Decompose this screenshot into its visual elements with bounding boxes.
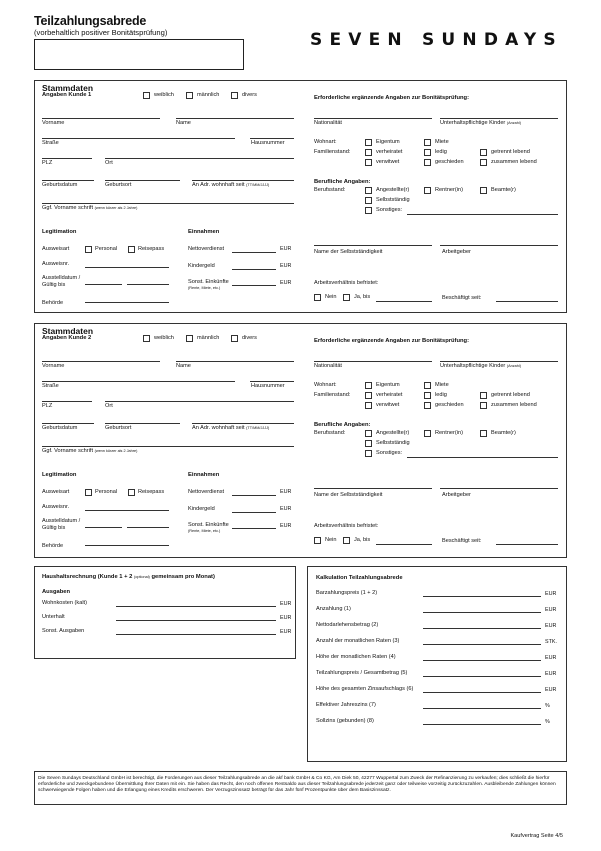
currency-label: EUR [280, 523, 292, 529]
page-title: Teilzahlungsabrede [34, 14, 147, 28]
familienstand-option: zusammen lebend [491, 402, 537, 408]
selbststaendig-checkbox[interactable] [365, 440, 372, 447]
ja-label: Ja, bis [354, 537, 371, 543]
geburtsdatum-field[interactable] [42, 423, 94, 424]
eigentum-label: Eigentum [376, 139, 400, 145]
nein-label: Nein [325, 537, 337, 543]
legitimation-heading: Legitimation [42, 229, 77, 235]
kindergeld-field[interactable] [232, 512, 276, 513]
hausnummer-field[interactable] [250, 138, 294, 139]
sonstiges-checkbox[interactable] [365, 450, 372, 457]
vorname-geaendert-field[interactable] [42, 203, 294, 204]
familienstand-option: verheiratet [376, 149, 403, 155]
gender-checkbox[interactable] [143, 335, 150, 342]
rentner-checkbox[interactable] [424, 187, 431, 194]
sonstiges-field[interactable] [407, 457, 558, 458]
angestellt-checkbox[interactable] [365, 187, 372, 194]
haushalt-row-field[interactable] [116, 606, 276, 607]
familienstand-checkbox[interactable] [480, 149, 487, 156]
miete-checkbox[interactable] [424, 139, 431, 146]
selbststaendig-checkbox[interactable] [365, 197, 372, 204]
ausweisart-label: Ausweisart [42, 246, 70, 252]
kalkulation-row-label: Nettodarlehensbetrag (2) [316, 622, 379, 628]
name-field[interactable] [176, 361, 294, 362]
currency-label: EUR [280, 489, 292, 495]
ort-field[interactable] [105, 158, 294, 159]
angestellt-label: Angestellte(r) [376, 430, 410, 436]
wohnhaft-field[interactable] [192, 423, 294, 424]
familienstand-checkbox[interactable] [365, 402, 372, 409]
arbeitgeber-label: Arbeitgeber [442, 249, 471, 255]
customer-1-panel [34, 80, 567, 313]
hausnummer-label: Hausnummer [251, 383, 285, 389]
kindergeld-label: Kindergeld [188, 263, 215, 269]
gender-option-label: divers [242, 335, 257, 341]
customer-2-panel [34, 323, 567, 558]
ausstellung-field[interactable] [85, 527, 122, 528]
beamte-label: Beamte(r) [491, 430, 516, 436]
familienstand-checkbox[interactable] [424, 402, 431, 409]
legal-notice: Die Seven Sundays Deutschland GmbH ist berechtigt, die Forderungen aus dieser Teilzahlungsabrede an die akf bank GmbH & Co KG, Am Diek 50, 42277 Wuppertal zum Zweck der Refinanzierung zu verkaufen; dies schließt die hierfür erforderliche und zweckgebundene Übermittlung Ihrer Daten mit ein. Sie haben das Recht, den noch offenen Restsaldo aus dieser Teilzahlungsabrede jederzeit ganz oder teilweise vorzeitig zurückzuzahlen. Ausbleibende Zahlungen können schwerwiegende Folgen haben und die Erlangung eines Kredits erschweren. Der Verzugszinssatz beträgt für das Jahr fünf Prozentpunkte über dem Basiszinssatz. [38, 776, 556, 794]
beruf-heading: Berufliche Angaben: [314, 179, 371, 185]
ausweisnr-field[interactable] [85, 267, 169, 268]
familienstand-label: Familienstand: [314, 149, 351, 155]
kindergeld-label: Kindergeld [188, 506, 215, 512]
familienstand-option: verwitwet [376, 159, 400, 165]
netto-label: Nettoverdienst [188, 489, 225, 495]
ausweisnr-label: Ausweisnr. [42, 261, 70, 267]
familienstand-checkbox[interactable] [424, 149, 431, 156]
behoerde-field[interactable] [85, 545, 169, 546]
haushalt-row-field[interactable] [116, 634, 276, 635]
wohnhaft-label: An Adr. wohnhaft seit (TT/MM/JJJJ) [192, 182, 270, 188]
kalkulation-unit: % [545, 703, 550, 709]
familienstand-label: Familienstand: [314, 392, 351, 398]
vorname-geaendert-field[interactable] [42, 446, 294, 447]
currency-label: EUR [280, 615, 292, 621]
strasse-label: Straße [42, 140, 59, 146]
familienstand-option: verheiratet [376, 392, 403, 398]
arbeitgeber-label: Arbeitgeber [442, 492, 471, 498]
geburtsort-label: Geburtsort [105, 182, 132, 188]
selbst-field[interactable] [314, 245, 432, 246]
ja-bis-field[interactable] [376, 544, 432, 545]
ausstellung-label: Ausstelldatum / [42, 275, 81, 281]
kalkulation-row-label: Effektiver Jahreszins (7) [316, 702, 376, 708]
gender-option-label: divers [242, 92, 257, 98]
name-label: Name [176, 120, 191, 126]
bonitaet-heading: Erforderliche ergänzende Angaben zur Bonitätsprüfung: [314, 338, 470, 344]
familienstand-checkbox[interactable] [365, 149, 372, 156]
gender-option-label: männlich [197, 335, 220, 341]
familienstand-checkbox[interactable] [480, 392, 487, 399]
sonstiges-field[interactable] [407, 214, 558, 215]
personal-checkbox[interactable] [85, 246, 92, 253]
familienstand-option: ledig [435, 392, 447, 398]
haushalt-row-label: Wohnkosten (kalt) [42, 600, 87, 606]
gueltig-label: Gültig bis [42, 282, 66, 288]
page-number: Kaufvertrag Seite 4/5 [510, 833, 563, 839]
selbststaendig-label: Selbstständig [376, 197, 410, 203]
nationalitaet-label: Nationalität [314, 120, 342, 126]
ja-bis-field[interactable] [376, 301, 432, 302]
familienstand-checkbox[interactable] [480, 402, 487, 409]
ausweisnr-label: Ausweisnr. [42, 504, 70, 510]
rentner-label: Rentner(in) [435, 430, 463, 436]
miete-label: Miete [435, 139, 449, 145]
familienstand-checkbox[interactable] [365, 159, 372, 166]
kalkulation-row-label: Teilzahlungspreis / Gesamtbetrag (5) [316, 670, 408, 676]
behoerde-label: Behörde [42, 543, 64, 549]
bonitaet-heading: Erforderliche ergänzende Angaben zur Bonitätsprüfung: [314, 95, 470, 101]
familienstand-option: zusammen lebend [491, 159, 537, 165]
behoerde-field[interactable] [85, 302, 169, 303]
sonstiges-label: Sonstiges: [376, 450, 403, 456]
ja-label: Ja, bis [354, 294, 371, 300]
kalkulation-row-label: Anzahl der monatlichen Raten (3) [316, 638, 400, 644]
beschaeftigt-field[interactable] [496, 544, 558, 545]
strasse-field[interactable] [42, 138, 235, 139]
beamte-checkbox[interactable] [480, 430, 487, 437]
sonst-label: Sonst. Einkünfte [188, 279, 229, 285]
page-subtitle: (vorbehaltlich positiver Bonitätsprüfung) [34, 28, 168, 37]
vorname-label: Vorname [42, 363, 65, 369]
gender-checkbox[interactable] [231, 92, 238, 99]
angestellt-checkbox[interactable] [365, 430, 372, 437]
reisepass-checkbox[interactable] [128, 246, 135, 253]
gueltig-field[interactable] [127, 527, 169, 528]
gender-option-label: weiblich [154, 92, 174, 98]
personal-checkbox[interactable] [85, 489, 92, 496]
vorname-label: Vorname [42, 120, 65, 126]
wohnhaft-field[interactable] [192, 180, 294, 181]
selbst-label: Name der Selbstständigkeit [314, 249, 383, 255]
familienstand-checkbox[interactable] [424, 392, 431, 399]
kalkulation-unit: EUR [545, 655, 557, 661]
nein-checkbox[interactable] [314, 537, 321, 544]
nationalitaet-label: Nationalität [314, 363, 342, 369]
reisepass-label: Reisepass [138, 489, 165, 495]
beamte-checkbox[interactable] [480, 187, 487, 194]
ort-label: Ort [105, 403, 113, 409]
selbststaendig-label: Selbstständig [376, 440, 410, 446]
wohnart-label: Wohnart: [314, 382, 337, 388]
legitimation-heading: Legitimation [42, 472, 77, 478]
netto-field[interactable] [232, 495, 276, 496]
familienstand-option: geschieden [435, 159, 464, 165]
arbeitgeber-field[interactable] [440, 245, 558, 246]
currency-label: EUR [280, 506, 292, 512]
geburtsort-label: Geburtsort [105, 425, 132, 431]
netto-label: Nettoverdienst [188, 246, 225, 252]
kalkulation-unit: EUR [545, 671, 557, 677]
sonstiges-label: Sonstiges: [376, 207, 403, 213]
currency-label: EUR [280, 246, 292, 252]
beamte-label: Beamte(r) [491, 187, 516, 193]
miete-label: Miete [435, 382, 449, 388]
customer-subheading: Angaben Kunde 1 [42, 92, 92, 98]
ja-checkbox[interactable] [343, 537, 350, 544]
kalkulation-row-label: Sollzins (gebunden) (8) [316, 718, 374, 724]
sonst-small-label: (Rente, Miete, etc.) [188, 286, 221, 290]
haushalt-row-label: Unterhalt [42, 614, 65, 620]
einnahmen-heading: Einnahmen [188, 229, 220, 235]
kalkulation-unit: EUR [545, 687, 557, 693]
gender-option-label: männlich [197, 92, 220, 98]
gueltig-field[interactable] [127, 284, 169, 285]
reisepass-label: Reisepass [138, 246, 165, 252]
ausstellung-label: Ausstelldatum / [42, 518, 81, 524]
familienstand-option: getrennt lebend [491, 392, 530, 398]
beruf-heading: Berufliche Angaben: [314, 422, 371, 428]
kalkulation-unit: EUR [545, 607, 557, 613]
ausgaben-heading: Ausgaben [42, 589, 71, 595]
kalkulation-unit: EUR [545, 591, 557, 597]
selbst-label: Name der Selbstständigkeit [314, 492, 383, 498]
miete-checkbox[interactable] [424, 382, 431, 389]
vorname-geaendert-label: Ggf. Vorname schrift (wenn kürzer als 2 Jahre) [42, 205, 138, 211]
gueltig-label: Gültig bis [42, 525, 66, 531]
nein-checkbox[interactable] [314, 294, 321, 301]
familienstand-option: ledig [435, 149, 447, 155]
strasse-label: Straße [42, 383, 59, 389]
customer-subheading: Angaben Kunde 2 [42, 335, 92, 341]
netto-field[interactable] [232, 252, 276, 253]
geburtsdatum-label: Geburtsdatum [42, 182, 78, 188]
familienstand-option: getrennt lebend [491, 149, 530, 155]
nationalitaet-field[interactable] [314, 361, 432, 362]
name-label: Name [176, 363, 191, 369]
gender-option-label: weiblich [154, 335, 174, 341]
kalkulation-row-label: Höhe des gesamten Zinsaufschlags (6) [316, 686, 414, 692]
rentner-checkbox[interactable] [424, 430, 431, 437]
vorname-geaendert-label: Ggf. Vorname schrift (wenn kürzer als 2 Jahre) [42, 448, 138, 454]
eigentum-checkbox[interactable] [365, 382, 372, 389]
hausnummer-label: Hausnummer [251, 140, 285, 146]
personal-label: Personal [95, 489, 118, 495]
sonst-field[interactable] [232, 285, 276, 286]
kindergeld-field[interactable] [232, 269, 276, 270]
befristet-label: Arbeitsverhältnis befristet: [314, 280, 379, 286]
unterhalt-label: Unterhaltspflichtige Kinder (Anzahl) [440, 120, 521, 126]
ausweisnr-field[interactable] [85, 510, 169, 511]
unterhalt-field[interactable] [440, 118, 558, 119]
plz-field[interactable] [42, 158, 92, 159]
wohnart-label: Wohnart: [314, 139, 337, 145]
kalkulation-row-label: Höhe der monatlichen Raten (4) [316, 654, 396, 660]
currency-label: EUR [280, 280, 292, 286]
berufsstand-label: Berufsstand: [314, 430, 346, 436]
behoerde-label: Behörde [42, 300, 64, 306]
beschaeftigt-label: Beschäftigt seit: [442, 295, 482, 301]
nein-label: Nein [325, 294, 337, 300]
personal-label: Personal [95, 246, 118, 252]
familienstand-checkbox[interactable] [480, 159, 487, 166]
ausstellung-field[interactable] [85, 284, 122, 285]
kalkulation-unit: % [545, 719, 550, 725]
plz-label: PLZ [42, 403, 53, 409]
stammdaten-heading: Stammdaten [42, 83, 94, 93]
berufsstand-label: Berufsstand: [314, 187, 346, 193]
kalkulation-row-field[interactable] [423, 708, 541, 709]
currency-label: EUR [280, 263, 292, 269]
familienstand-option: verwitwet [376, 402, 400, 408]
currency-label: EUR [280, 629, 292, 635]
geburtsdatum-field[interactable] [42, 180, 94, 181]
rentner-label: Rentner(in) [435, 187, 463, 193]
strasse-field[interactable] [42, 381, 235, 382]
geburtsort-field[interactable] [105, 423, 180, 424]
ausweisart-label: Ausweisart [42, 489, 70, 495]
arbeitgeber-field[interactable] [440, 488, 558, 489]
kalkulation-row-field[interactable] [423, 612, 541, 613]
kalkulation-unit: STK. [545, 639, 557, 645]
stammdaten-heading: Stammdaten [42, 326, 94, 336]
gender-checkbox[interactable] [231, 335, 238, 342]
kalkulation-row-field[interactable] [423, 692, 541, 693]
befristet-label: Arbeitsverhältnis befristet: [314, 523, 379, 529]
reisepass-checkbox[interactable] [128, 489, 135, 496]
vorname-field[interactable] [42, 118, 160, 119]
kalkulation-heading: Kalkulation Teilzahlungsabrede [316, 575, 403, 581]
hausnummer-field[interactable] [250, 381, 294, 382]
ort-field[interactable] [105, 401, 294, 402]
eigentum-label: Eigentum [376, 382, 400, 388]
selbst-field[interactable] [314, 488, 432, 489]
gender-checkbox[interactable] [143, 92, 150, 99]
unterhalt-field[interactable] [440, 361, 558, 362]
nationalitaet-field[interactable] [314, 118, 432, 119]
gender-checkbox[interactable] [186, 92, 193, 99]
ort-label: Ort [105, 160, 113, 166]
familienstand-checkbox[interactable] [424, 159, 431, 166]
haushalt-row-field[interactable] [116, 620, 276, 621]
sonst-field[interactable] [232, 528, 276, 529]
eigentum-checkbox[interactable] [365, 139, 372, 146]
geburtsdatum-label: Geburtsdatum [42, 425, 78, 431]
sonst-small-label: (Rente, Miete, etc.) [188, 529, 221, 533]
beschaeftigt-field[interactable] [496, 301, 558, 302]
plz-field[interactable] [42, 401, 92, 402]
vorname-field[interactable] [42, 361, 160, 362]
sonst-label: Sonst. Einkünfte [188, 522, 229, 528]
familienstand-checkbox[interactable] [365, 392, 372, 399]
beschaeftigt-label: Beschäftigt seit: [442, 538, 482, 544]
name-field[interactable] [176, 118, 294, 119]
kalkulation-row-label: Anzahlung (1) [316, 606, 351, 612]
einnahmen-heading: Einnahmen [188, 472, 220, 478]
wohnhaft-label: An Adr. wohnhaft seit (TT/MM/JJJJ) [192, 425, 270, 431]
haushalt-heading: Haushaltsrechnung (Kunde 1 + 2 (optional) gemeinsam pro Monat) [42, 574, 215, 580]
brand-logo: SEVEN SUNDAYS [310, 30, 563, 50]
unterhalt-label: Unterhaltspflichtige Kinder (Anzahl) [440, 363, 521, 369]
reference-field[interactable] [34, 39, 244, 70]
kalkulation-row-field[interactable] [423, 596, 541, 597]
kalkulation-row-field[interactable] [423, 724, 541, 725]
currency-label: EUR [280, 601, 292, 607]
kalkulation-row-field[interactable] [423, 676, 541, 677]
angestellt-label: Angestellte(r) [376, 187, 410, 193]
sonstiges-checkbox[interactable] [365, 207, 372, 214]
kalkulation-row-field[interactable] [423, 628, 541, 629]
kalkulation-unit: EUR [545, 623, 557, 629]
familienstand-option: geschieden [435, 402, 464, 408]
plz-label: PLZ [42, 160, 53, 166]
geburtsort-field[interactable] [105, 180, 180, 181]
kalkulation-row-field[interactable] [423, 644, 541, 645]
kalkulation-row-label: Barzahlungspreis (1 + 2) [316, 590, 378, 596]
ja-checkbox[interactable] [343, 294, 350, 301]
haushalt-row-label: Sonst. Ausgaben [42, 628, 85, 634]
kalkulation-row-field[interactable] [423, 660, 541, 661]
gender-checkbox[interactable] [186, 335, 193, 342]
